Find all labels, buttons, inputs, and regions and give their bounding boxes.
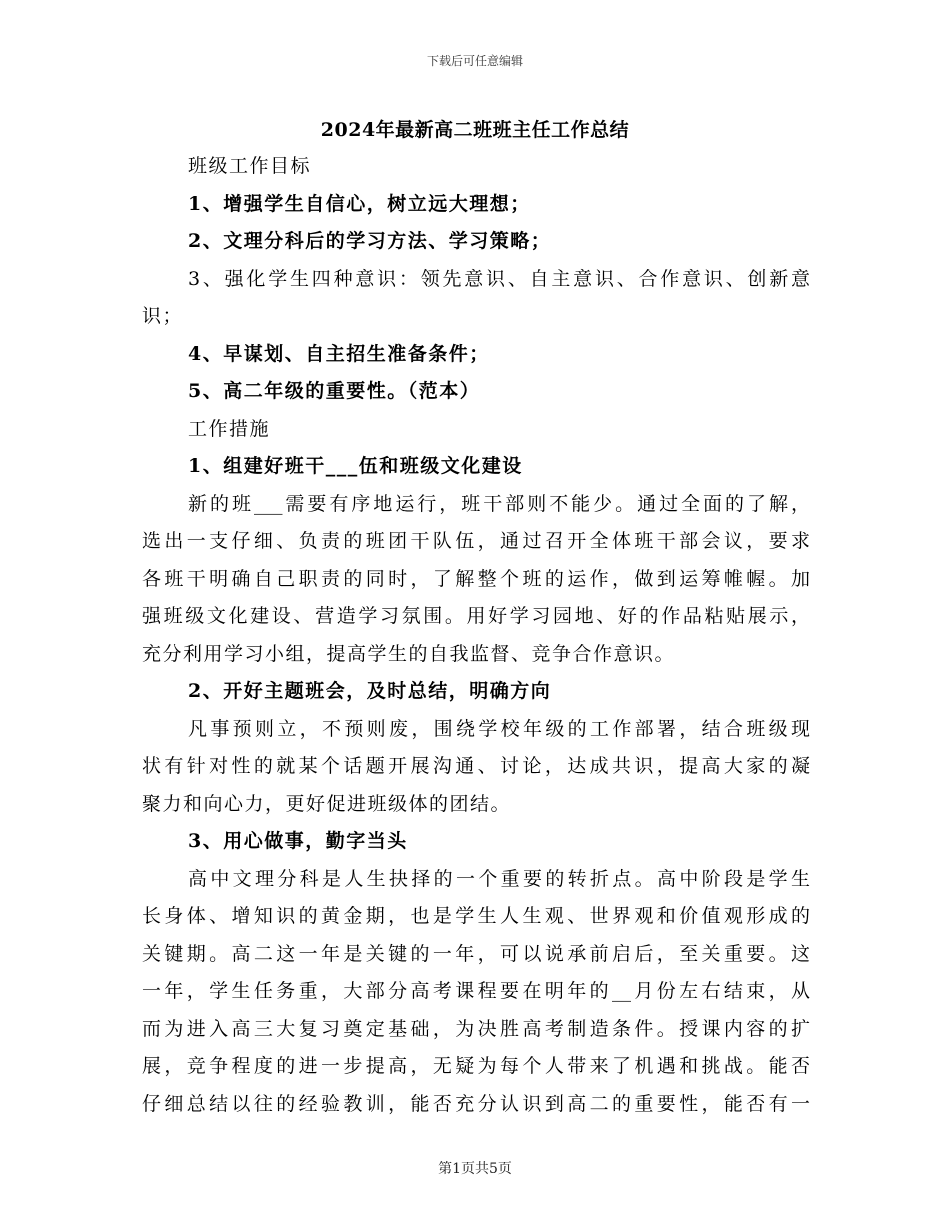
- document-body: [142, 148, 810, 1123]
- paragraph-line: 凡事预则立，不预则废，围绕学校年级的工作部署，结合班级现: [188, 717, 810, 740]
- goal-item-1: 1、增强学生自信心，树立远大理想；: [188, 192, 531, 215]
- goal-item-2: 2、文理分科后的学习方法、学习策略；: [188, 230, 552, 252]
- goal-item-4: 4、早谋划、自主招生准备条件；: [188, 342, 490, 365]
- paragraph-line: 而为进入高三大复习奠定基础，为决胜高考制造条件。授课内容的扩: [142, 1017, 810, 1040]
- header-note: 下载后可任意编辑: [426, 54, 523, 68]
- paragraph-line: 展，竞争程度的进一步提高，无疑为每个人带来了机遇和挑战。能否: [142, 1055, 810, 1077]
- paragraph-line: 关键期。高二这一年是关键的一年，可以说承前启后，至关重要。这: [142, 942, 810, 965]
- section-heading-goals: 班级工作目标: [188, 155, 312, 177]
- paragraph-line: 高中文理分科是人生抉择的一个重要的转折点。高中阶段是学生: [188, 867, 810, 890]
- paragraph-line: 各班干明确自己职责的同时，了解整个班的运作，做到运筹帷幄。加: [142, 567, 810, 590]
- section-heading-measures: 工作措施: [188, 417, 271, 440]
- goal-item-3-continued: 识；: [142, 305, 184, 327]
- paragraph-line: 状有针对性的就某个话题开展沟通、讨论，达成共识，提高大家的凝: [142, 755, 810, 777]
- document-title: 2024年最新高二班班主任工作总结: [320, 119, 630, 141]
- paragraph-line: 一年，学生任务重，大部分高考课程要在明年的__月份左右结束，从: [142, 980, 810, 1002]
- goal-item-5: 5、高二年级的重要性。（范本）: [188, 380, 481, 402]
- page-number: 第1页共5页: [438, 1161, 512, 1177]
- paragraph-line: 聚力和向心力，更好促进班级体的团结。: [142, 792, 512, 815]
- paragraph-line: 强班级文化建设、营造学习氛围。用好学习园地、好的作品粘贴展示，: [142, 605, 810, 627]
- paragraph-line: 新的班___需要有序地运行，班干部则不能少。通过全面的了解，: [188, 492, 810, 515]
- measure-heading-2: 2、开好主题班会，及时总结，明确方向: [188, 680, 552, 702]
- measure-heading-3: 3、用心做事，勤字当头: [188, 830, 408, 852]
- measure-heading-1: 1、组建好班干___伍和班级文化建设: [188, 455, 523, 477]
- paragraph-line: 选出一支仔细、负责的班团干队伍，通过召开全体班干部会议，要求: [142, 530, 810, 552]
- paragraph-line: 仔细总结以往的经验教训，能否充分认识到高二的重要性，能否有一: [142, 1092, 810, 1115]
- goal-item-3: 3、强化学生四种意识：领先意识、自主意识、合作意识、创新意: [188, 267, 810, 290]
- paragraph-line: 长身体、增知识的黄金期，也是学生人生观、世界观和价值观形成的: [142, 905, 810, 927]
- paragraph-line: 充分利用学习小组，提高学生的自我监督、竞争合作意识。: [142, 642, 676, 665]
